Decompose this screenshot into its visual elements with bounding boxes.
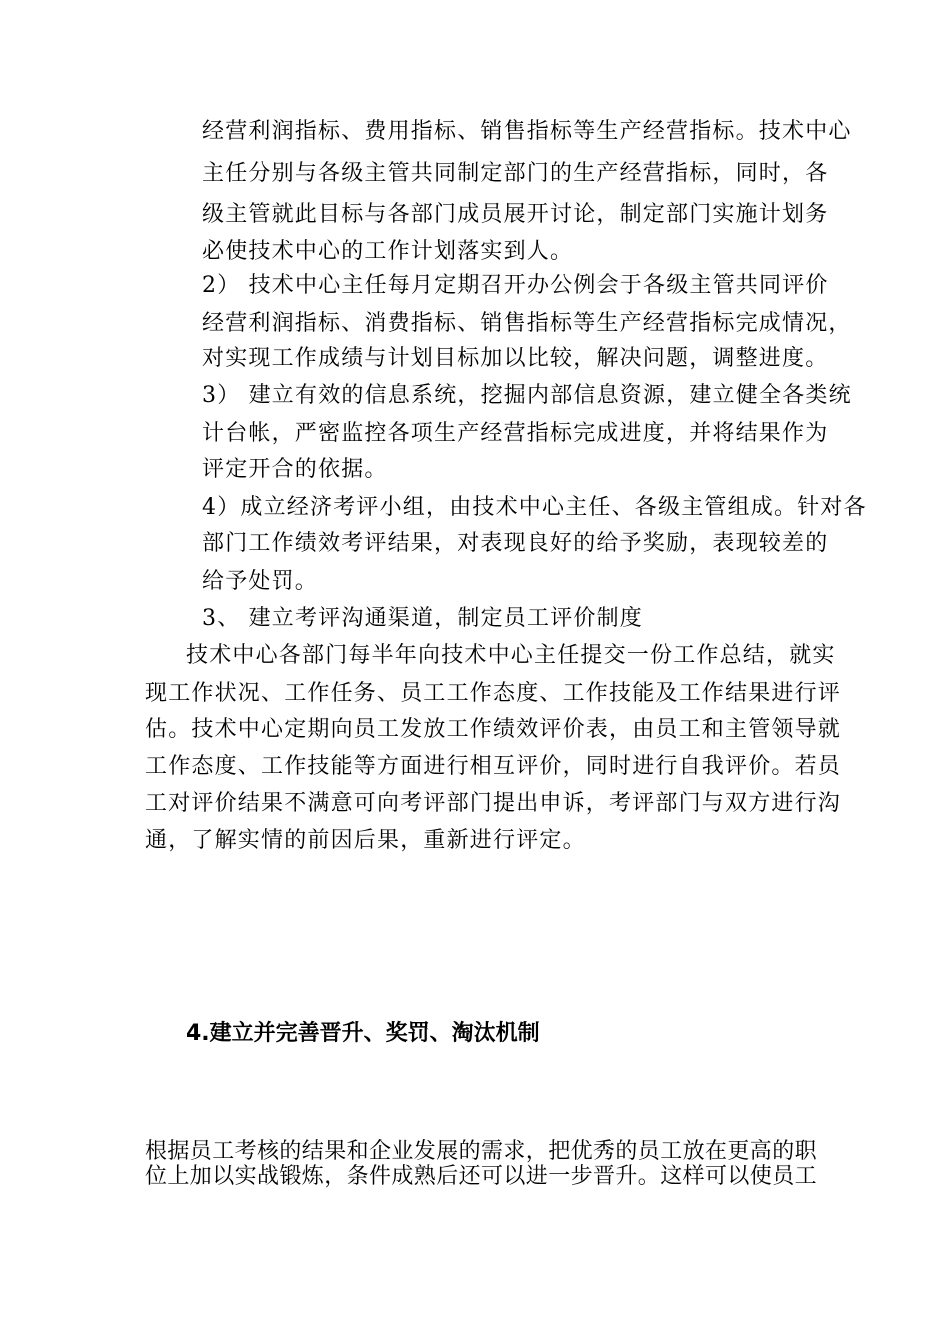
text-line: 工作态度、工作技能等方面进行相互评价，同时进行自我评价。若员 [145, 754, 842, 779]
section-3-title: 3、 建立考评沟通渠道，制定员工评价制度 [202, 606, 643, 631]
text-line: 4）成立经济考评小组，由技术中心主任、各级主管组成。针对各 [202, 495, 867, 520]
text-line: 计台帐，严密监控各项生产经营指标完成进度，并将结果作为 [202, 421, 829, 446]
text-line: 经营利润指标、消费指标、销售指标等生产经营指标完成情况， [202, 311, 852, 336]
text-line: 级主管就此目标与各部门成员展开讨论，制定部门实施计划务 [202, 202, 829, 227]
text-line: 根据员工考核的结果和企业发展的需求，把优秀的员工放在更高的职 [145, 1139, 818, 1164]
text-line: 对实现工作成绩与计划目标加以比较，解决问题，调整进度。 [202, 346, 829, 371]
text-line: 部门工作绩效考评结果，对表现良好的给予奖励，表现较差的 [202, 531, 829, 556]
text-line: 通，了解实情的前因后果，重新进行评定。 [145, 828, 586, 853]
text-line: 3） 建立有效的信息系统，挖掘内部信息资源，建立健全各类统 [202, 383, 852, 408]
text-line: 给予处罚。 [202, 569, 319, 594]
text-line: 2） 技术中心主任每月定期召开办公例会于各级主管共同评价 [202, 273, 829, 298]
text-line: 技术中心各部门每半年向技术中心主任提交一份工作总结，就实 [186, 643, 836, 668]
text-line: 主任分别与各级主管共同制定部门的生产经营指标，同时，各 [202, 161, 829, 186]
text-line: 现工作状况、工作任务、员工工作态度、工作技能及工作结果进行评 [145, 681, 842, 706]
text-line: 工对评价结果不满意可向考评部门提出申诉，考评部门与双方进行沟 [145, 791, 842, 816]
section-4-heading: 4.建立并完善晋升、奖罚、淘汰机制 [186, 1021, 540, 1046]
text-line: 位上加以实战锻炼，条件成熟后还可以进一步晋升。这样可以使员工 [145, 1164, 818, 1189]
text-line: 评定开合的依据。 [202, 457, 388, 482]
text-line: 必使技术中心的工作计划落实到人。 [202, 239, 574, 264]
text-line: 估。技术中心定期向员工发放工作绩效评价表，由员工和主管领导就 [145, 717, 842, 742]
text-line: 经营利润指标、费用指标、销售指标等生产经营指标。技术中心 [202, 119, 852, 144]
